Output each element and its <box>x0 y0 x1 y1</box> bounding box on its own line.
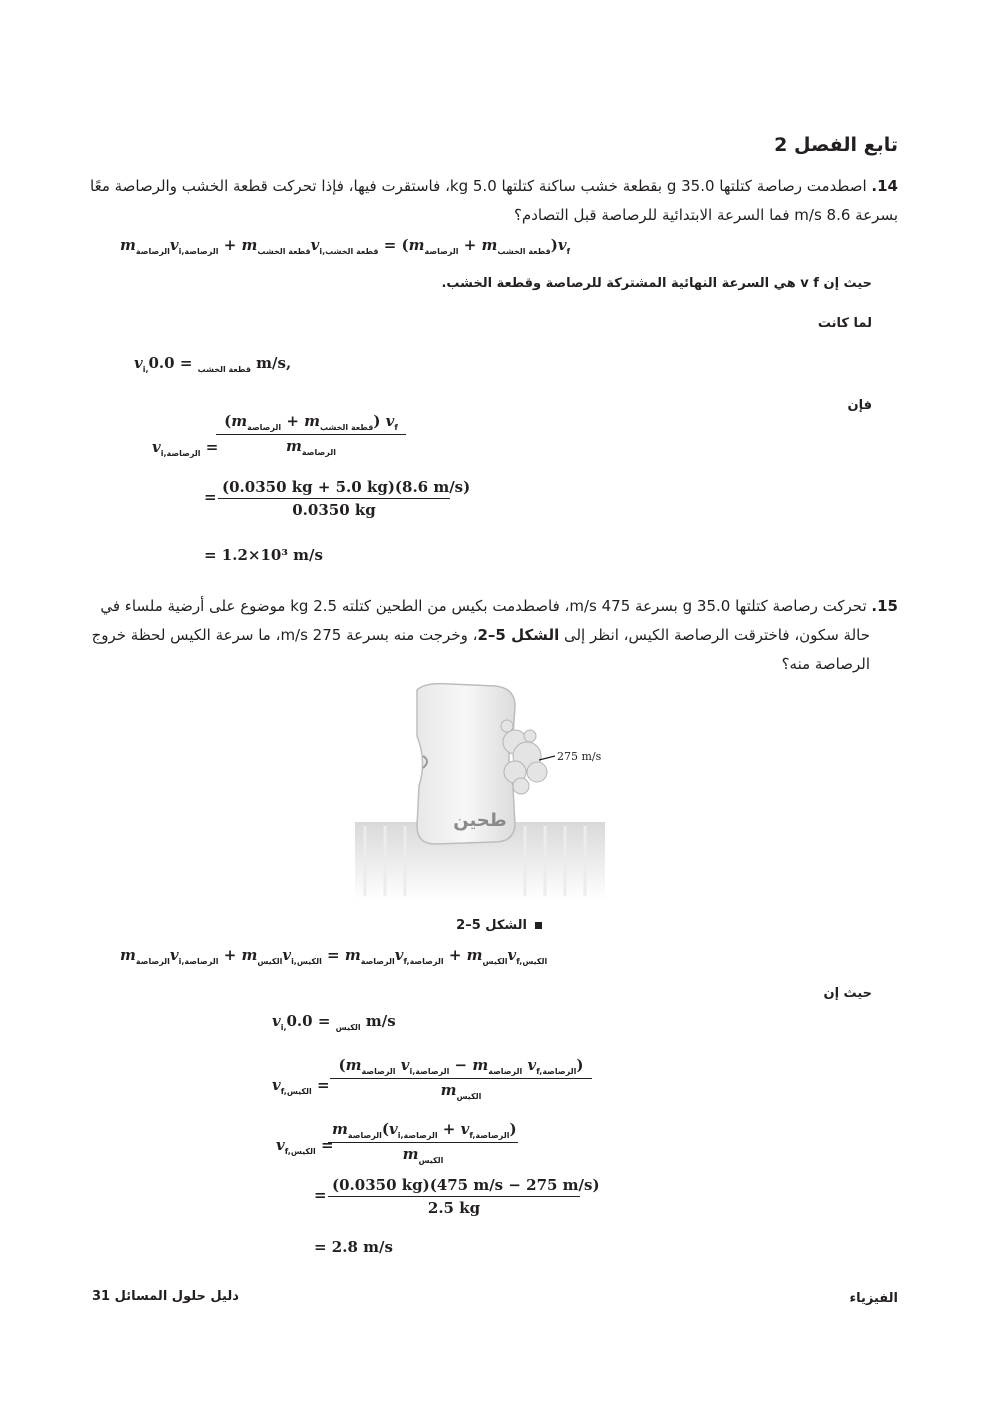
equation-15-fraction-b: $m_{الرصاصة}(v_{i,الرصاصة} + v_{f,الرصاصة})$ $m_{الكيس}$ <box>328 1120 518 1165</box>
equation-15-lhs-b: $v_{f,الكيس}$ = <box>276 1136 334 1156</box>
equals-sign-15: = <box>314 1186 327 1204</box>
figure-reference[interactable]: الشكل 5–2 <box>477 626 560 644</box>
equation-14-momentum: $m_{الرصاصة}v_{i,الرصاصة} + m_{قطعة الخشب}v_{i,قطعة الخشب} = (m_{الرصاصة} + m_{قطعة الخشب})v_f$ <box>120 236 571 256</box>
problem-14-since: لما كانت <box>817 316 872 331</box>
problem-14-number: 14. <box>871 177 898 195</box>
equation-15-fraction-a: ($m_{الرصاصة}$ $v_{i,الرصاصة} - m_{الرصاصة}$ $v_{f,الرصاصة}$) $m_{الكيس}$ <box>330 1056 592 1101</box>
caption-bullet-icon <box>535 922 542 929</box>
problem-14-where: حيث إن v f هي السرعة النهائية المشتركة للرصاصة وقطعة الخشب. <box>441 276 872 291</box>
bag-label: طحين <box>453 810 507 831</box>
equation-15-lhs-a: $v_{f,الكيس}$ = <box>272 1076 330 1096</box>
problem-15-where: حيث إن <box>823 986 872 1001</box>
equation-15-numeric: (0.0350 kg)(475 m/s − 275 m/s) 2.5 kg <box>328 1176 580 1217</box>
equation-14-given: $v_{i, قطعة الخشب} = 0.0$ m/s, <box>134 354 292 374</box>
equation-14-fraction: $(m_{الرصاصة} + m_{قطعة الخشب})$ $v_f$ $m_{الرصاصة}$ <box>216 412 406 457</box>
equals-sign: = <box>204 488 217 506</box>
equation-15-result: = 2.8 m/s <box>314 1238 393 1256</box>
problem-14-line2: بسرعة m/s 8.6 فما السرعة الابتدائية للرصاصة قبل التصادم؟ <box>513 206 898 224</box>
equation-14-numeric: (0.0350 kg + 5.0 kg)(8.6 m/s) 0.0350 kg <box>218 478 450 519</box>
problem-15-line2: حالة سكون، فاخترقت الرصاصة الكيس، انظر إلى الشكل 5–2، وخرجت منه بسرعة m/s 275، ما سرعة الكيس لحظة خروج <box>91 626 870 644</box>
equation-14-lhs: $v_{i,الرصاصة}$ = <box>152 438 219 458</box>
figure-caption: الشكل 5–2 <box>456 918 542 933</box>
equation-14-result: = 1.2×10³ m/s <box>204 546 323 564</box>
problem-14-then: فإن <box>847 398 872 413</box>
footer-subject: الفيزياء <box>849 1291 898 1306</box>
page-number: 31 <box>92 1289 111 1304</box>
equation-15-momentum: $m_{الرصاصة}v_{i,الرصاصة} + m_{الكيس}v_{i,الكيس} = m_{الرصاصة}v_{f,الرصاصة} + m_{الكيس}v_{f,الكيس}$ <box>120 946 548 966</box>
problem-15-statement <box>88 592 898 679</box>
equation-15-given: $v_{i, الكيس} = 0.0$ m/s <box>272 1012 396 1032</box>
problem-14-line1: اصطدمت رصاصة كتلتها g 35.0 بقطعة خشب ساكنة كتلتها kg 5.0، فاستقرت فيها، فإذا تحركت قطعة الخشب والرصاصة معًا <box>90 177 867 195</box>
problem-15-number: 15. <box>871 597 898 615</box>
guide-title: دليل حلول المسائل <box>114 1289 239 1304</box>
problem-15-line3: الرصاصة منه؟ <box>781 655 870 673</box>
speed-label: 275 m/s <box>557 750 602 763</box>
flour-bag-illustration <box>355 676 605 901</box>
problem-15-line1: تحركت رصاصة كتلتها g 35.0 بسرعة m/s 475، فاصطدمت بكيس من الطحين كتلته kg 2.5 موضوع على أرضية ملساء في <box>100 597 867 615</box>
chapter-title: تابع الفصل 2 <box>774 134 898 156</box>
problem-14-statement <box>88 172 898 230</box>
figure-flour-bag <box>355 676 605 901</box>
footer-guide <box>92 1289 239 1304</box>
